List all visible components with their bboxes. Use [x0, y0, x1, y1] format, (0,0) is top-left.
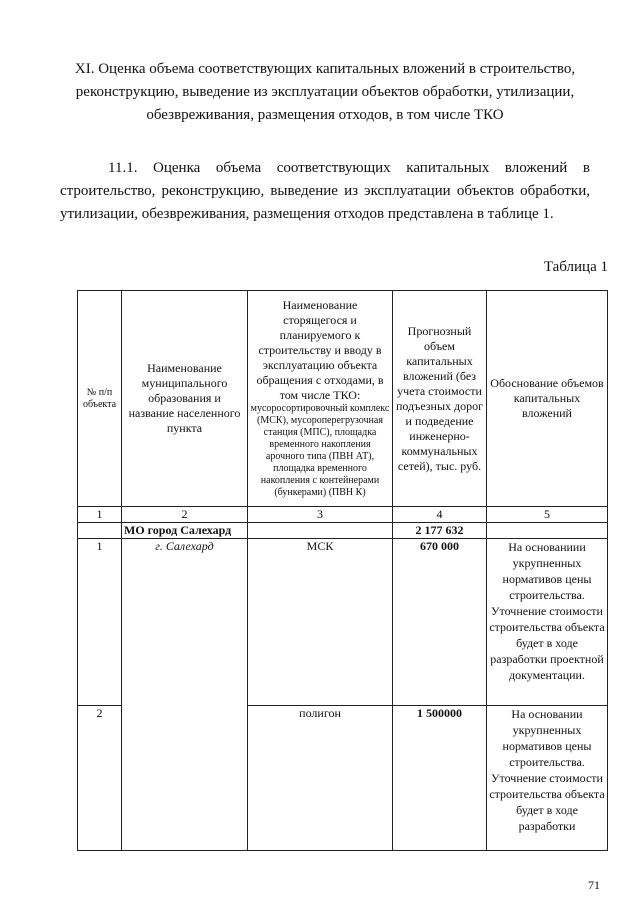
group-name: МО город Салехард	[122, 523, 248, 539]
header-col-number: № п/п объекта	[78, 291, 122, 507]
header-col-object-main: Наименование сторящегося и планируемого к строительству и вводу в эксплуатацию объекта обращения с отходами, в том числе ТКО:	[256, 298, 384, 402]
column-number-3: 3	[248, 507, 393, 523]
group-row	[78, 523, 608, 539]
row-justification: На основании укрупненных нормативов цены строительства. Уточнение стоимости строительства объекта будет в ходе разработки	[487, 706, 608, 851]
table-caption: Таблица 1	[543, 259, 608, 275]
row-justification: На основаниии укрупненных нормативов цены строительства. Уточнение стоимости строительства объекта будет в ходе разработки проектной документации.	[487, 539, 608, 706]
capital-investment-table	[77, 290, 608, 851]
table-row	[78, 539, 608, 706]
group-total: 2 177 632	[393, 523, 487, 539]
header-col-municipality: Наименование муниципального образования и название населенного пункта	[122, 291, 248, 507]
row-number: 2	[78, 706, 122, 851]
header-col-amount: Прогнозный объем капитальных вложений (без учета стоимости подъезных дорог и подведение инженерно-коммунальных сетей), тыс. руб.	[393, 291, 487, 507]
column-number-5: 5	[487, 507, 608, 523]
row-object: полигон	[248, 706, 393, 851]
group-row-empty	[78, 523, 122, 539]
column-number-row	[78, 507, 608, 523]
header-col-justification: Обоснование объемов капитальных вложений	[487, 291, 608, 507]
table-header-row	[78, 291, 608, 507]
row-number: 1	[78, 539, 122, 706]
header-col-object	[248, 291, 393, 507]
row-amount: 1 500000	[393, 706, 487, 851]
column-number-1: 1	[78, 507, 122, 523]
group-row-empty-object	[248, 523, 393, 539]
section-paragraph: 11.1. Оценка объема соответствующих капитальных вложений в строительство, реконструкцию, выведение из эксплуатации объектов обработки, утилизации, обезвреживания, размещения отходов представлена в таблице 1.	[60, 160, 590, 222]
row-locality: г. Салехард	[122, 539, 248, 851]
header-col-object-note: мусоросортировочный комплекс (МСК), мусороперегрузочная станция (МПС), площадка временного накопления арочного типа (ПВН АТ), площадка временного накопления с контейнерами (бункерами) (ПВН К)	[250, 403, 390, 498]
page-number: 71	[588, 878, 600, 892]
row-object: МСК	[248, 539, 393, 706]
column-number-2: 2	[122, 507, 248, 523]
group-row-empty-justification	[487, 523, 608, 539]
section-heading: XI. Оценка объема соответствующих капитальных вложений в строительство, реконструкцию, выведение из эксплуатации объектов обработки, утилизации, обезвреживания, размещения отходов, в том числе ТКО	[74, 61, 576, 123]
row-amount: 670 000	[393, 539, 487, 706]
column-number-4: 4	[393, 507, 487, 523]
